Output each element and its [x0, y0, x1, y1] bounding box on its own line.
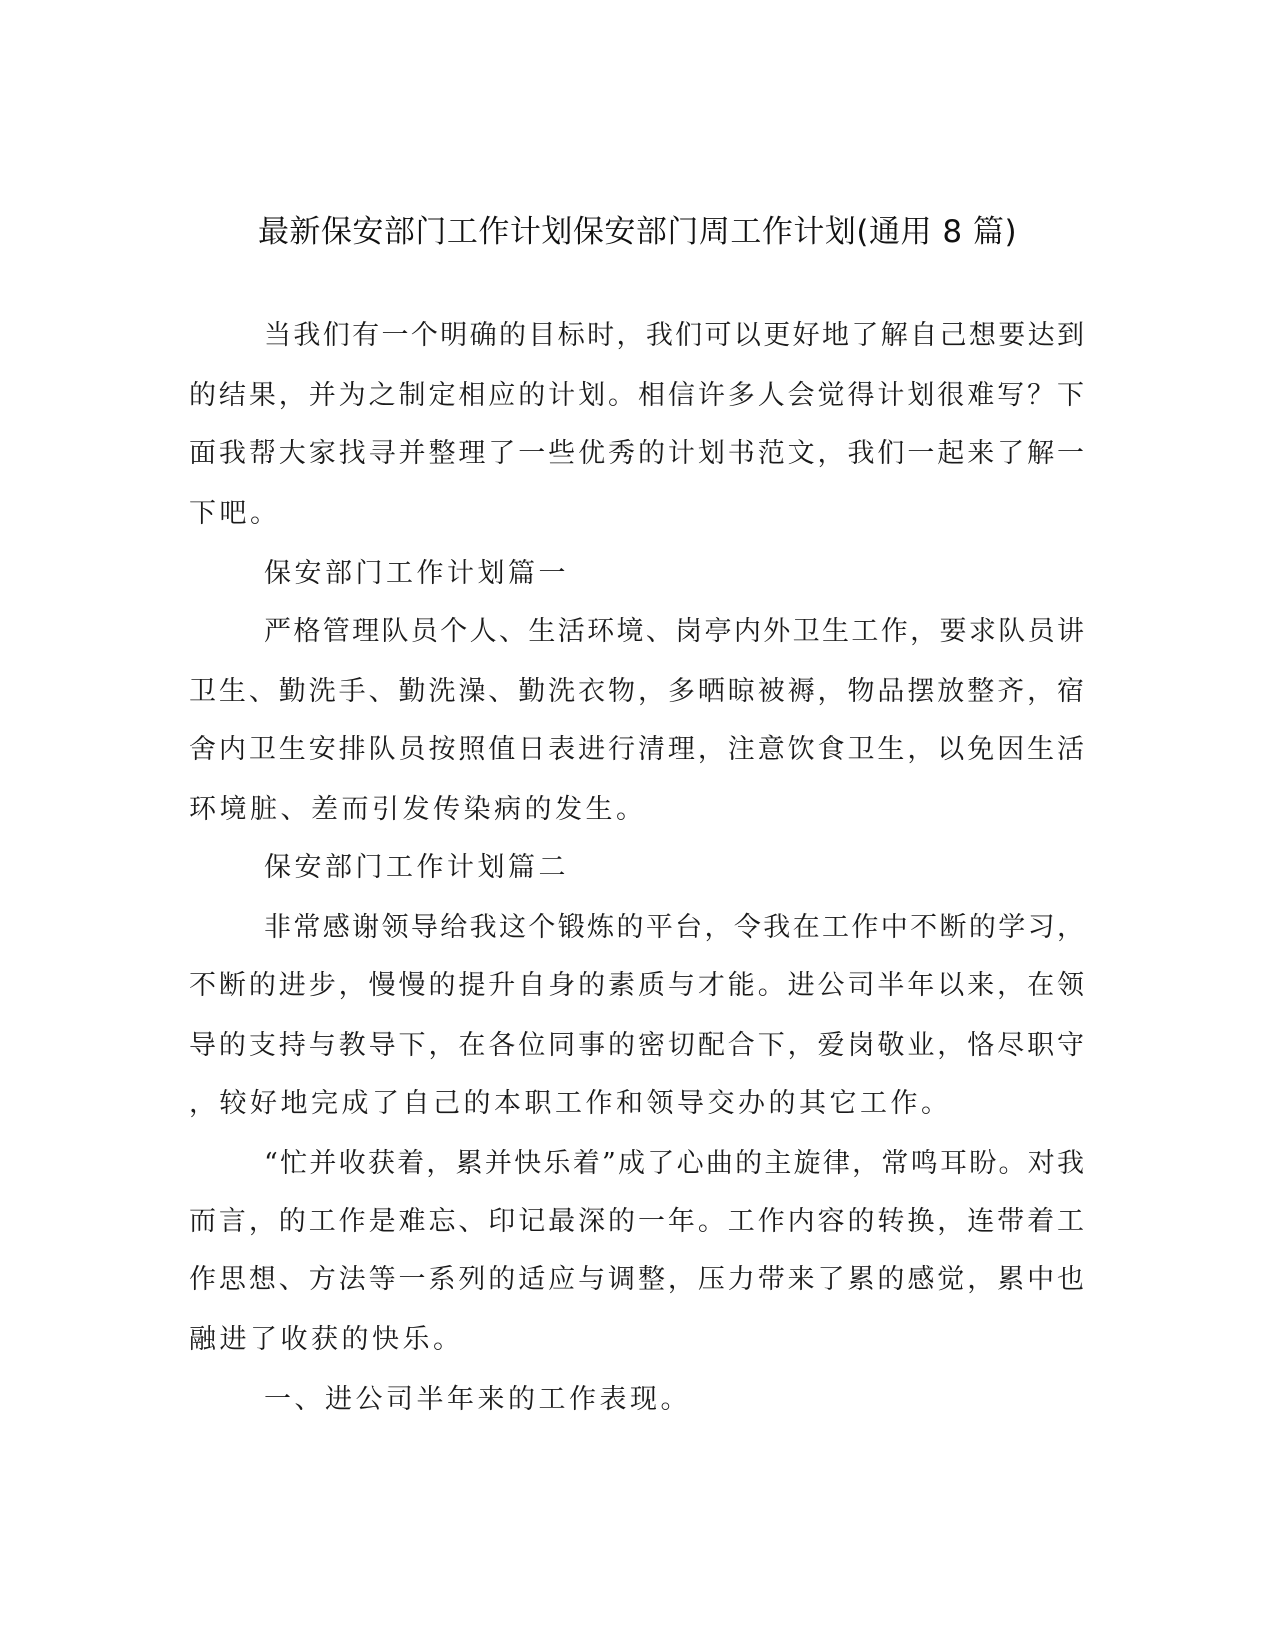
section-heading: 保安部门工作计划篇二: [264, 852, 569, 883]
paragraph-line: 非常感谢领导给我这个锻炼的平台，令我在工作中不断的学习，: [264, 912, 1084, 943]
paragraph-line: 卫生、勤洗手、勤洗澡、勤洗衣物，多晒晾被褥，物品摆放整齐，宿: [189, 676, 1084, 707]
paragraph-line: 而言，的工作是难忘、印记最深的一年。工作内容的转换，连带着工: [189, 1206, 1084, 1237]
paragraph-line: 不断的进步，慢慢的提升自身的素质与才能。进公司半年以来，在领: [189, 970, 1084, 1001]
paragraph-line: 下吧。: [189, 498, 281, 529]
section-heading: 保安部门工作计划篇一: [264, 558, 569, 589]
paragraph-line: 当我们有一个明确的目标时，我们可以更好地了解自己想要达到: [264, 320, 1084, 351]
paragraph-line: 融进了收获的快乐。: [189, 1324, 464, 1355]
paragraph-line: 导的支持与教导下，在各位同事的密切配合下，爱岗敬业，恪尽职守: [189, 1030, 1084, 1061]
paragraph-line: 的结果，并为之制定相应的计划。相信许多人会觉得计划很难写？下: [189, 380, 1084, 411]
paragraph-line: 作思想、方法等一系列的适应与调整，压力带来了累的感觉，累中也: [189, 1264, 1084, 1295]
paragraph-line: “忙并收获着，累并快乐着”成了心曲的主旋律，常鸣耳盼。对我: [264, 1148, 1084, 1179]
paragraph-line: 舍内卫生安排队员按照值日表进行清理，注意饮食卫生，以免因生活: [189, 734, 1084, 765]
paragraph-line: ，较好地完成了自己的本职工作和领导交办的其它工作。: [189, 1088, 952, 1119]
document-title: 最新保安部门工作计划保安部门周工作计划(通用 8 篇): [257, 214, 1018, 250]
section-heading: 一、进公司半年来的工作表现。: [264, 1384, 691, 1415]
paragraph-line: 严格管理队员个人、生活环境、岗亭内外卫生工作，要求队员讲: [264, 616, 1084, 647]
paragraph-line: 面我帮大家找寻并整理了一些优秀的计划书范文，我们一起来了解一: [189, 438, 1084, 469]
paragraph-line: 环境脏、差而引发传染病的发生。: [189, 794, 647, 825]
